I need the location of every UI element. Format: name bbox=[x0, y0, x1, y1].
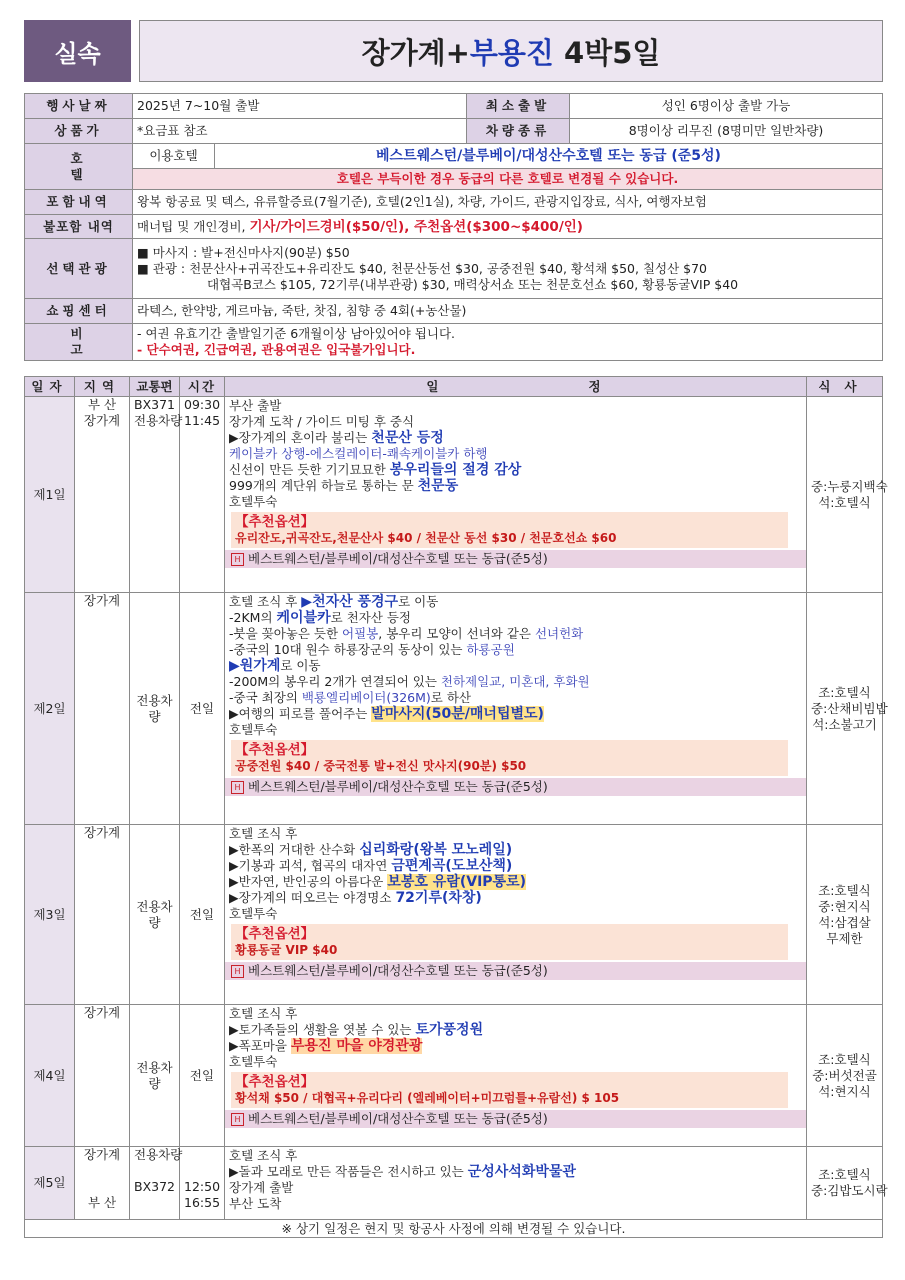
shop-value: 라텍스, 한약방, 게르마늄, 죽탄, 찻집, 침향 중 4회(+농산물) bbox=[133, 299, 883, 324]
hotel-note: 호텔은 부득이한 경우 동급의 다른 호텔로 변경될 수 있습니다. bbox=[133, 169, 883, 190]
schedule-table bbox=[24, 376, 888, 1238]
day-label: 제3일 bbox=[25, 825, 75, 1005]
day-meal: 조:호텔식 중:버섯전골 석:현지식 bbox=[807, 1005, 883, 1147]
day-schedule: 호텔 조식 후 ▶돌과 모래로 만든 작품들은 전시하고 있는 군성사석화박물관 장가계 출발 부산 도착 bbox=[225, 1147, 807, 1220]
hotel-icon: H bbox=[231, 1113, 244, 1126]
include-value: 왕복 항공료 및 텍스, 유류할증료(7월기준), 호텔(2인1실), 차량, 가이드, 관광지입장료, 식사, 여행자보험 bbox=[133, 190, 883, 215]
option-value: ■ 마사지 : 발+전신마사지(90분) $50 ■ 관광 : 천문산사+귀곡잔도+유리잔도 $40, 천문산동선 $30, 공중전원 $40, 황석채 $50, 칠성산 $70 대협곡B코스 $105, 72기루(내부관광) $30, 매력상서쇼 또는 천문호선쇼 $60, 황룡동굴VIP $40 bbox=[133, 239, 883, 299]
day-transport: 전용차량 bbox=[130, 593, 180, 825]
day-row bbox=[25, 1005, 883, 1147]
day-meal: 중:누룽지백숙 석:호텔식 bbox=[807, 397, 883, 593]
day-transport: 전용차량 BX372 bbox=[130, 1147, 180, 1220]
col-area: 지역 bbox=[75, 377, 130, 397]
exclude-value: 매너팁 및 개인경비, 기사/가이드경비($50/인), 주천옵션($300~$400/인) bbox=[133, 215, 883, 239]
col-schedule: 일정 bbox=[225, 377, 807, 397]
exclude-label: 불포함 내역 bbox=[25, 215, 133, 239]
day-area: 장가계 부 산 bbox=[75, 1147, 130, 1220]
option-label: 선택관광 bbox=[25, 239, 133, 299]
note-value: - 여권 유효기간 출발일기준 6개월이상 남아있어야 됩니다. - 단수여권, 긴급여권, 관용여권은 입국불가입니다. bbox=[133, 324, 883, 361]
day-time: 전일 bbox=[180, 1005, 225, 1147]
period-value: 2025년 7~10월 출발 bbox=[133, 94, 467, 119]
title-part-b: 부용진 bbox=[469, 35, 554, 70]
vehicle-value: 8명이상 리무진 (8명미만 일반차량) bbox=[570, 119, 883, 144]
day-label: 제4일 bbox=[25, 1005, 75, 1147]
day-schedule: 호텔 조식 후 ▶천자산 풍경구로 이동 -2KM의 케이블카로 천자산 등정 -붓을 꽂아놓은 듯한 어필봉, 봉우리 모양이 선녀와 같은 선녀헌화 -중국의 10대 원수 하룡장군의 동상이 있는 하룡공원 ▶원가계로 이동 -200M의 봉우리 2개가 연결되어 있는 천하제일교, 미혼대, 후화원 -중국 최장의 백룡엘리베이터(326M)로 하산 ▶여행의 피로를 풀어주는 발마사지(50분/매너팁별도) 호텔투숙 【추천옵션】 공중전원 $40 / 중국전통 발+전신 맛사지(90분) $50 H 베스트웨스턴/블루베이/대성산수호텔 또는 동급(준5성) bbox=[225, 593, 807, 825]
hotel-icon: H bbox=[231, 965, 244, 978]
day-schedule: 호텔 조식 후 ▶토가족들의 생활을 엿볼 수 있는 토가풍정원 ▶폭포마을 부용진 마을 야경관광 호텔투숙 【추천옵션】 황석채 $50 / 대협곡+유리다리 (엘레베이터+미끄럼틀+유람선) $ 105 H 베스트웨스턴/블루베이/대성산수호텔 또는 동급(준5성) bbox=[225, 1005, 807, 1147]
day-row bbox=[25, 397, 883, 593]
day-time: 12:50 16:55 bbox=[180, 1147, 225, 1220]
day-row bbox=[25, 825, 883, 1005]
title-part-c: 4박5일 bbox=[553, 35, 661, 70]
hotel-bar: H 베스트웨스턴/블루베이/대성산수호텔 또는 동급(준5성) bbox=[225, 1110, 806, 1128]
day-schedule: 부산 출발 장가계 도착 / 가이드 미팅 후 중식 ▶장가계의 혼이라 불리는 천문산 등정 케이블카 상행-에스컬레이터-쾌속케이블카 하행 신선이 만든 듯한 기기묘묘한 봉우리들의 절경 감상 999개의 계단위 하늘로 통하는 문 천문동 호텔투숙 【추천옵션】 유리잔도,귀곡잔도,천문산사 $40 / 천문산 동선 $30 / 천문호선쇼 $60 H 베스트웨스턴/블루베이/대성산수호텔 또는 동급(준5성) bbox=[225, 397, 807, 593]
day-row bbox=[25, 593, 883, 825]
min-label: 최소출발 bbox=[467, 94, 570, 119]
hotel-bar: H 베스트웨스턴/블루베이/대성산수호텔 또는 동급(준5성) bbox=[225, 550, 806, 568]
col-meal: 식사 bbox=[807, 377, 883, 397]
note-label: 비고 bbox=[25, 324, 133, 361]
hotel-bar: H 베스트웨스턴/블루베이/대성산수호텔 또는 동급(준5성) bbox=[225, 962, 806, 980]
day-label: 제5일 bbox=[25, 1147, 75, 1220]
day-area: 장가계 bbox=[75, 825, 130, 1005]
day-label: 제1일 bbox=[25, 397, 75, 593]
day-time: 09:30 11:45 bbox=[180, 397, 225, 593]
day-row bbox=[25, 1147, 883, 1220]
hotel-sub-label: 이용호텔 bbox=[133, 144, 215, 169]
info-table bbox=[24, 93, 883, 361]
col-time: 시간 bbox=[180, 377, 225, 397]
vehicle-label: 차량종류 bbox=[467, 119, 570, 144]
include-label: 포함내역 bbox=[25, 190, 133, 215]
min-value: 성인 6명이상 출발 가능 bbox=[570, 94, 883, 119]
hotel-icon: H bbox=[231, 553, 244, 566]
day-meal: 조:호텔식 중:현지식 석:삼겹살 무제한 bbox=[807, 825, 883, 1005]
recommended-option: 【추천옵션】 공중전원 $40 / 중국전통 발+전신 맛사지(90분) $50 bbox=[231, 740, 788, 776]
day-transport: BX371 전용차량 bbox=[130, 397, 180, 593]
page-title bbox=[139, 20, 883, 82]
price-value: *요금표 참조 bbox=[133, 119, 467, 144]
hotel-bar: H 베스트웨스턴/블루베이/대성산수호텔 또는 동급(준5성) bbox=[225, 778, 806, 796]
day-meal: 조:호텔식 중:산채비빔밥 석:소불고기 bbox=[807, 593, 883, 825]
col-day: 일자 bbox=[25, 377, 75, 397]
price-label: 상품가 bbox=[25, 119, 133, 144]
day-area: 부 산 장가계 bbox=[75, 397, 130, 593]
day-time: 전일 bbox=[180, 825, 225, 1005]
col-trans: 교통편 bbox=[130, 377, 180, 397]
day-transport: 전용차량 bbox=[130, 1005, 180, 1147]
footer-note: ※ 상기 일정은 현지 및 항공사 사정에 의해 변경될 수 있습니다. bbox=[25, 1220, 883, 1238]
recommended-option: 【추천옵션】 유리잔도,귀곡잔도,천문산사 $40 / 천문산 동선 $30 / 천문호선쇼 $60 bbox=[231, 512, 788, 548]
day-area: 장가계 bbox=[75, 1005, 130, 1147]
period-label: 행사날짜 bbox=[25, 94, 133, 119]
shop-label: 쇼핑센터 bbox=[25, 299, 133, 324]
recommended-option: 【추천옵션】 황룡동굴 VIP $40 bbox=[231, 924, 788, 960]
hotel-icon: H bbox=[231, 781, 244, 794]
day-label: 제2일 bbox=[25, 593, 75, 825]
day-transport: 전용차량 bbox=[130, 825, 180, 1005]
day-time: 전일 bbox=[180, 593, 225, 825]
recommended-option: 【추천옵션】 황석채 $50 / 대협곡+유리다리 (엘레베이터+미끄럼틀+유람선) $ 105 bbox=[231, 1072, 788, 1108]
product-badge: 실속 bbox=[24, 20, 131, 82]
hotel-value: 베스트웨스턴/블루베이/대성산수호텔 또는 동급 (준5성) bbox=[215, 144, 883, 169]
day-meal: 조:호텔식 중:김밥도시락 bbox=[807, 1147, 883, 1220]
title-part-a: 장가계+ bbox=[361, 35, 470, 70]
day-area: 장가계 bbox=[75, 593, 130, 825]
day-schedule: 호텔 조식 후 ▶한폭의 거대한 산수화 십리화랑(왕복 모노레일) ▶기봉과 괴석, 협곡의 대자연 금편계곡(도보산책) ▶반자연, 반인공의 아름다운 보봉호 유람(VIP통로) ▶장가계의 떠오르는 야경명소 72기루(차창) 호텔투숙 【추천옵션】 황룡동굴 VIP $40 H 베스트웨스턴/블루베이/대성산수호텔 또는 동급(준5성) bbox=[225, 825, 807, 1005]
hotel-label: 호텔 bbox=[25, 144, 133, 190]
